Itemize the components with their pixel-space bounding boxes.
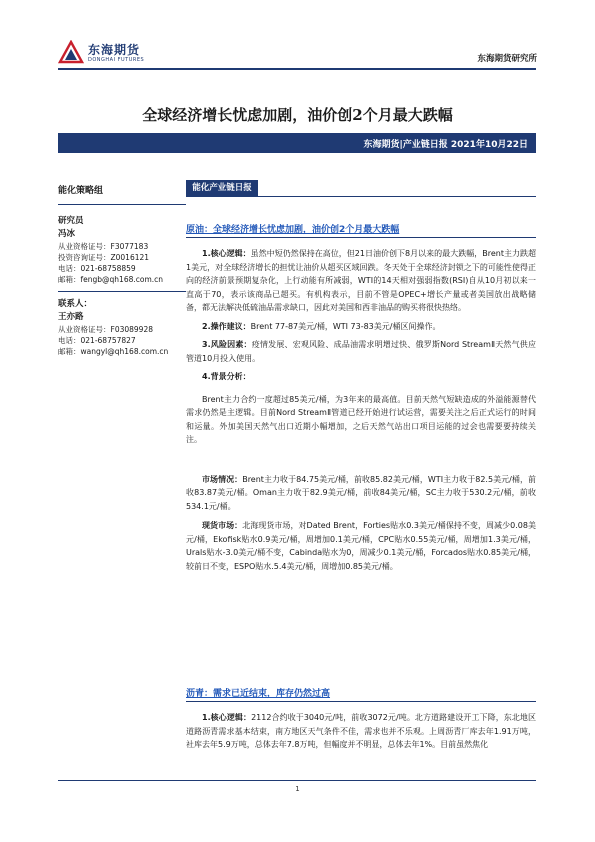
sidebar-divider	[58, 291, 186, 292]
paragraph	[186, 320, 536, 334]
page-number: 1	[295, 785, 300, 793]
paragraph-label: 2.操作建议：	[202, 321, 251, 331]
researcher-qualification: 从业资格证号：F3077183	[58, 242, 149, 251]
header-divider	[58, 68, 536, 70]
paragraph-text: 2112合约收于3040元/吨，前收3072元/吨。北方道路建设开工下降，东北地区道路沥青需求基本结束，南方地区天气条件不佳，需求也并不乐观。上周沥青厂库去年1.91万吨，社库去年5.9万吨，总体去年7.8万吨，但幅度并不明显，总体去年1%。目前虽然焦化	[186, 713, 537, 749]
researcher-email[interactable]: 邮箱：fengb@qh168.com.cn	[58, 275, 164, 284]
section-heading-rule	[186, 701, 536, 702]
paragraph	[186, 370, 536, 384]
paragraph-label: 3.风险因素：	[202, 340, 252, 349]
paragraph	[186, 711, 536, 752]
contact-phone: 电话：021-68757827	[58, 336, 136, 345]
strategy-group-title: 能化策略组	[58, 186, 104, 196]
logo-english-name: DONGHAI FUTURES	[88, 57, 145, 63]
author-sidebar	[58, 183, 186, 357]
donghai-logo-icon	[58, 40, 84, 66]
contact-name: 王亦路	[58, 312, 84, 322]
researcher-phone: 电话：021-68758859	[58, 264, 136, 273]
sidebar-divider	[58, 204, 186, 205]
paragraph	[186, 247, 536, 315]
category-divider	[186, 196, 536, 197]
contact-qualification: 从业资格证号：F03089928	[58, 325, 153, 334]
section-heading-rule	[186, 237, 536, 238]
paragraph	[186, 473, 536, 514]
asphalt-heading[interactable]: 沥青：需求已近结束，库存仍然过高	[186, 689, 331, 699]
asphalt-section	[186, 686, 536, 752]
header-org-name: 东海期货研究所	[477, 54, 537, 64]
logo-chinese-name: 东海期货	[88, 43, 141, 57]
researcher-label: 研究员	[58, 216, 84, 226]
paragraph-text: 疫情发展、宏观风险、成品油需求明增过快、俄罗斯Nord StreamⅡ天然气供应管道10月投入使用。	[186, 340, 536, 363]
paragraph	[186, 519, 536, 573]
report-banner	[58, 133, 536, 153]
paragraph-text: Brent主力合约一度超过85美元/桶，为3年来的最高值。目前天然气短缺造成的外溢能源替代需求仍然是主逻辑。目前Nord StreamⅡ管道已经开始进行试运营，需要关注之后正式运行的时间和运量。外加美国天然气出口近期小幅增加，之后天然气站出口项目运能的过会也需要要持续关注。	[186, 394, 536, 444]
contact-label: 联系人：	[58, 299, 93, 309]
paragraph	[186, 393, 536, 447]
contact-email[interactable]: 邮箱：wangyl@qh168.com.cn	[58, 347, 169, 356]
paragraph-label: 4.背景分析：	[202, 372, 251, 381]
paragraph-text: Brent 77-87美元/桶，WTI 73-83美元/桶区间操作。	[250, 321, 441, 331]
footer-divider	[58, 780, 536, 781]
paragraph-label: 1.核心逻辑：	[202, 249, 251, 258]
category-tab: 能化产业链日报	[186, 180, 258, 196]
paragraph-label: 现货市场：	[202, 521, 243, 530]
paragraph-text: 北海现货市场，对Dated Brent，Forties贴水0.3美元/桶保持不变，周减少0.08美元/桶，Ekofisk贴水0.9美元/桶，周增加0.1美元/桶，CPC贴水0.55美元/桶，周增加1.3美元/桶，Urals贴水-3.0美元/桶不变，Cabinda贴水为0，周减少0.1美元/桶，Forcados贴水0.85美元/桶，较前日不变，ESPO贴水.5.4美元/桶，周增加0.85美元/桶。	[186, 521, 536, 571]
crude-oil-section	[186, 222, 536, 573]
paragraph-label: 市场情况：	[202, 474, 243, 484]
report-title: 全球经济增长忧虑加剧，油价创2个月最大跌幅	[142, 106, 453, 124]
researcher-name: 冯冰	[58, 229, 76, 239]
crude-oil-heading[interactable]: 原油：全球经济增长忧虑加剧，油价创2个月最大跌幅	[186, 225, 400, 235]
researcher-consulting-cert: 投资咨询证号：Z0016121	[58, 253, 150, 262]
report-banner-text: 东海期货|产业链日报 2021年10月22日	[363, 140, 528, 150]
paragraph-text: Brent主力收于84.75美元/桶，前收85.82美元/桶，WTI主力收于82.5美元/桶，前收83.87美元/桶。Oman主力收于82.9美元/桶，前收84美元/桶，SC主力收于530.2元/桶，前收534.1元/桶。	[186, 474, 536, 511]
paragraph	[186, 338, 536, 365]
paragraph-label: 1.核心逻辑：	[202, 713, 252, 722]
paragraph-text: 虽然中短仍然保持在高位，但21日油价创下8月以来的最大跌幅，Brent主力跌超1美元，对全球经济增长的担忧让油价从超买区域回跌。冬天处于全球经济封锁之下的可能性使得正向的经济前景预期复杂化，上行动能有所减弱，WTI的14天相对强弱指数(RSI)自从10月初以来一直高于70，表示该商品已超买。有机构表示，目前不管是OPEC+增长产量或者美国放出战略储备，都无法解决低硫油品需求缺口，因此对美国和西非油品的购买将很快热络。	[186, 249, 536, 312]
